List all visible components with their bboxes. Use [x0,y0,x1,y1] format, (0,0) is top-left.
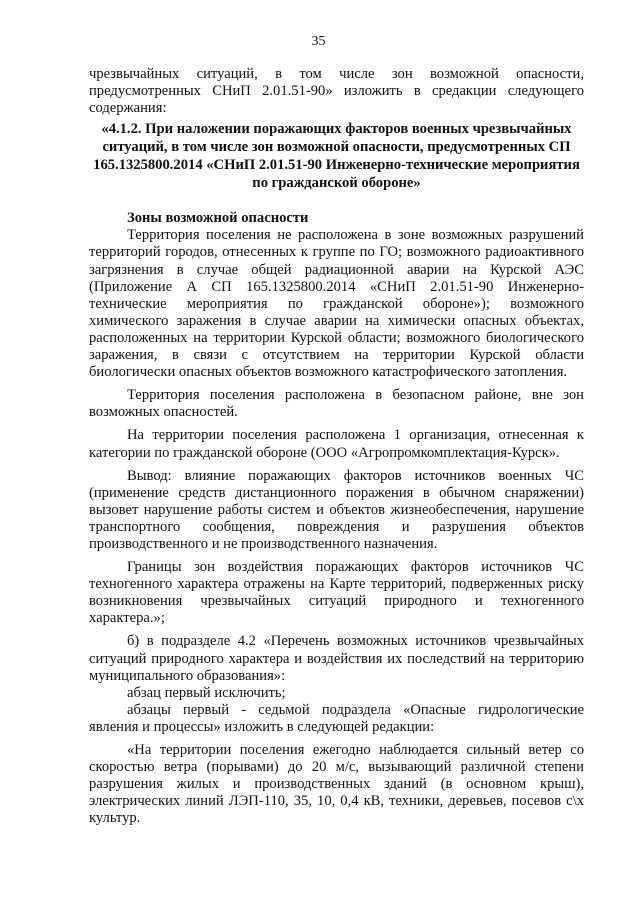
paragraph-exclude-first: абзац первый исключить; [127,684,286,701]
paragraph-conclusion: Вывод: влияние поражающих факторов источников военных ЧС (применение средств дистанционного поражения в обычном снаряжении) вызовет нарушение работы систем и объектов жизнеобеспечения, нарушение транспортного сообщения, повреждения и разрушения объектов производственного и не производственного назначения. [89,467,584,552]
document-body [89,66,584,827]
paragraph-safe-area: Территория поселения расположена в безопасном районе, вне зон возможных опасностей. [89,387,584,421]
paragraph-organization: На территории поселения расположена 1 организация, отнесенная к категории по гражданской обороне (ООО «Агропромкомплектация-Курск». [89,427,584,461]
paragraph-subsection-4-2: б) в подразделе 4.2 «Перечень возможных источников чрезвычайных ситуаций природного характера и воздействия их последствий на территорию муниципального образования»: [89,633,584,684]
paragraph-territory-zones: Территория поселения не расположена в зоне возможных разрушений территорий городов, отнесенных к группе по ГО; возможного радиоактивного загрязнения в случае общей радиационной аварии на Курской АЭС (Приложение А СП 165.1325800.2014 «СНиП 2.01.51-90 Инженерно-технические мероприятия по гражданской обороне»); возможного химического заражения в случае аварии на химически опасных объектах, расположенных на территории Курской области; возможного биологического заражения, в связи с отсутствием на территории Курской области биологически опасных объектов возможного катастрофического затопления. [89,227,584,381]
paragraph-hydrological: абзацы первый - седьмой подраздела «Опасные гидрологические явления и процессы» изложить в следующей редакции: [89,701,584,735]
paragraph-zone-borders: Границы зон воздействия поражающих факторов источников ЧС техногенного характера отражены на Карте территорий, подверженных риску возникновения чрезвычайных ситуаций природного и техногенного характера.»; [89,559,584,627]
page-number: 35 [311,34,326,49]
section-heading: «4.1.2. При наложении поражающих факторов военных чрезвычайных ситуаций, в том числе зон возможной опасности, предусмотренных СП 165.1325800.2014 «СНиП 2.01.51-90 Инженерно-технические мероприятия по гражданской обороне» [93,121,580,192]
paragraph-intro: чрезвычайных ситуаций, в том числе зон возможной опасности, предусмотренных СНиП 2.01.51-90» изложить в средакции следующего содержания: [89,66,584,117]
subsection-heading: Зоны возможной опасности [127,210,309,227]
paragraph-wind: «На территории поселения ежегодно наблюдается сильный ветер со скоростью ветра (порывами) до 20 м/с, вызывающий различной степени разрушения жилых и производственных зданий (в основном крыш), электрических линий ЛЭП-110, 35, 10, 0,4 кВ, техники, деревьев, посевов с\х культур. [89,742,584,827]
